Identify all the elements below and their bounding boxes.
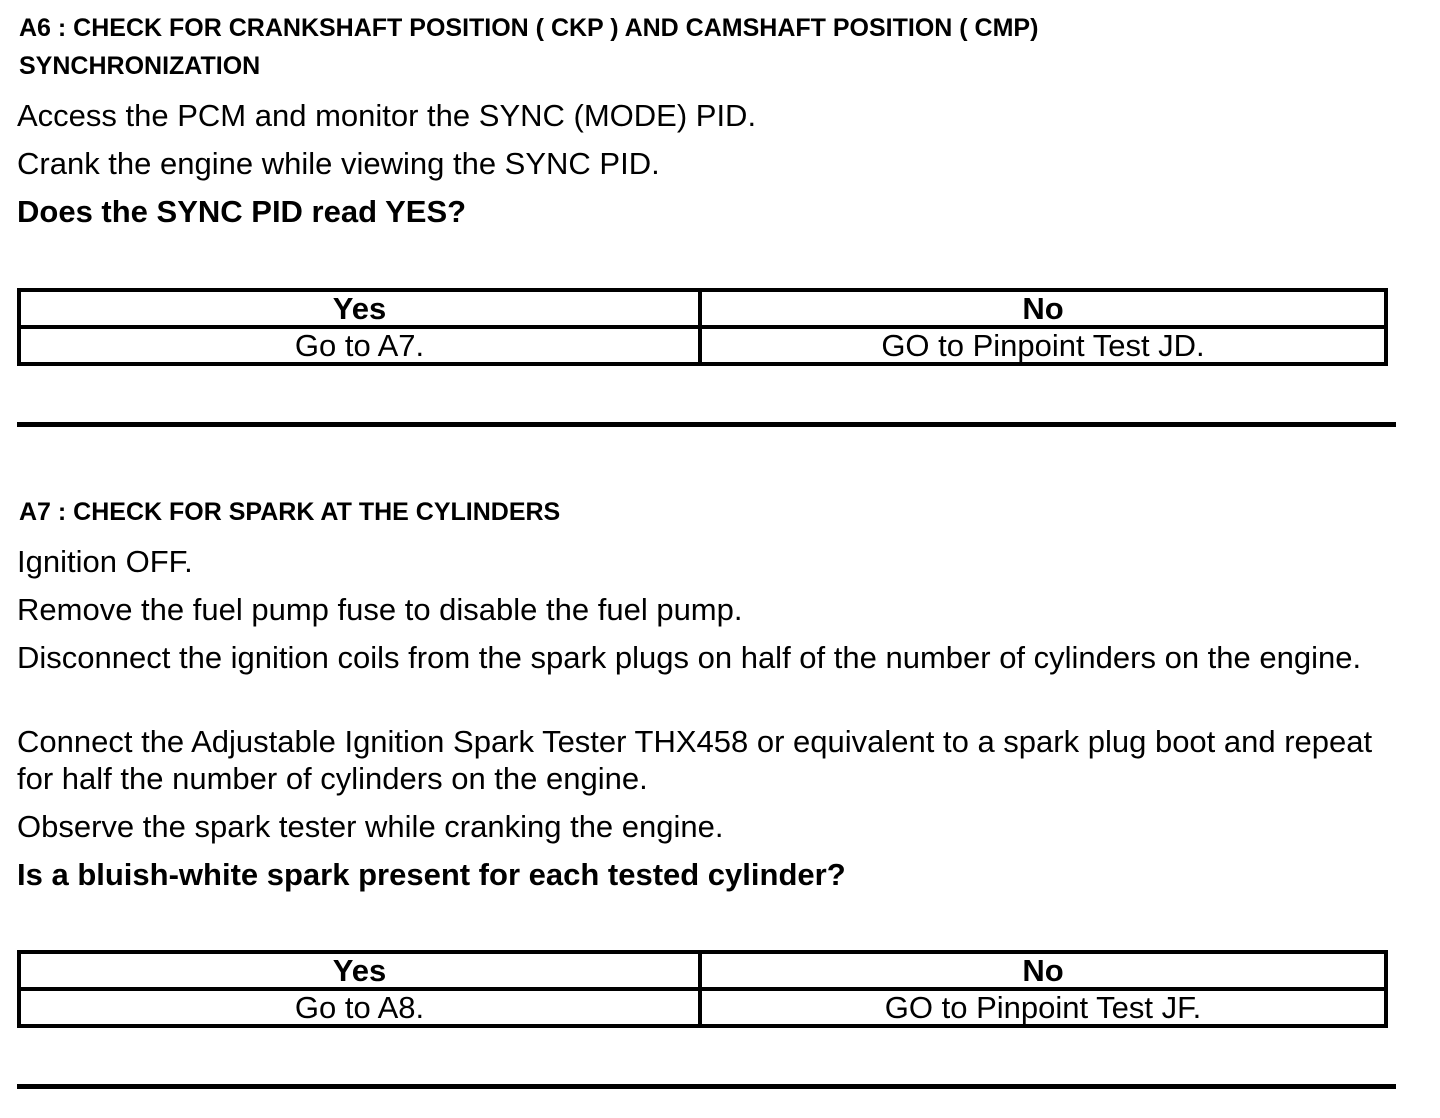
a6-step-1: Access the PCM and monitor the SYNC (MODE) PID. <box>17 98 757 133</box>
a7-step-1: Ignition OFF. <box>17 544 193 579</box>
a7-step-4: Connect the Adjustable Ignition Spark Tester THX458 or equivalent to a spark plug boot and repeat for half the number of cylinders on the engine. <box>17 724 1373 796</box>
a7-step-5: Observe the spark tester while cranking the engine. <box>17 809 724 844</box>
table-header-row <box>19 290 1386 327</box>
table-row <box>19 989 1386 1026</box>
a7-result-table <box>17 950 1388 1028</box>
a7-heading: A7 : CHECK FOR SPARK AT THE CYLINDERS <box>19 498 561 526</box>
a7-step-2: Remove the fuel pump fuse to disable the fuel pump. <box>17 592 743 627</box>
yes-header: Yes <box>19 952 700 989</box>
table-row <box>19 327 1386 364</box>
a6-result-table <box>17 288 1388 366</box>
no-header: No <box>700 952 1386 989</box>
no-action: GO to Pinpoint Test JD. <box>700 327 1386 364</box>
a7-step-3: Disconnect the ignition coils from the spark plugs on half of the number of cylinders on the engine. <box>17 640 1362 675</box>
yes-header: Yes <box>19 290 700 327</box>
a6-step-2: Crank the engine while viewing the SYNC PID. <box>17 146 660 181</box>
a6-question: Does the SYNC PID read YES? <box>17 194 467 229</box>
yes-action: Go to A7. <box>19 327 700 364</box>
a6-heading-line-1: A6 : CHECK FOR CRANKSHAFT POSITION ( CKP ) AND CAMSHAFT POSITION ( CMP) <box>19 14 1039 42</box>
table-header-row <box>19 952 1386 989</box>
section-divider <box>17 1084 1396 1089</box>
a6-heading-line-2: SYNCHRONIZATION <box>19 52 261 80</box>
a7-question: Is a bluish-white spark present for each tested cylinder? <box>17 857 846 892</box>
no-header: No <box>700 290 1386 327</box>
no-action: GO to Pinpoint Test JF. <box>700 989 1386 1026</box>
section-divider <box>17 422 1396 427</box>
yes-action: Go to A8. <box>19 989 700 1026</box>
